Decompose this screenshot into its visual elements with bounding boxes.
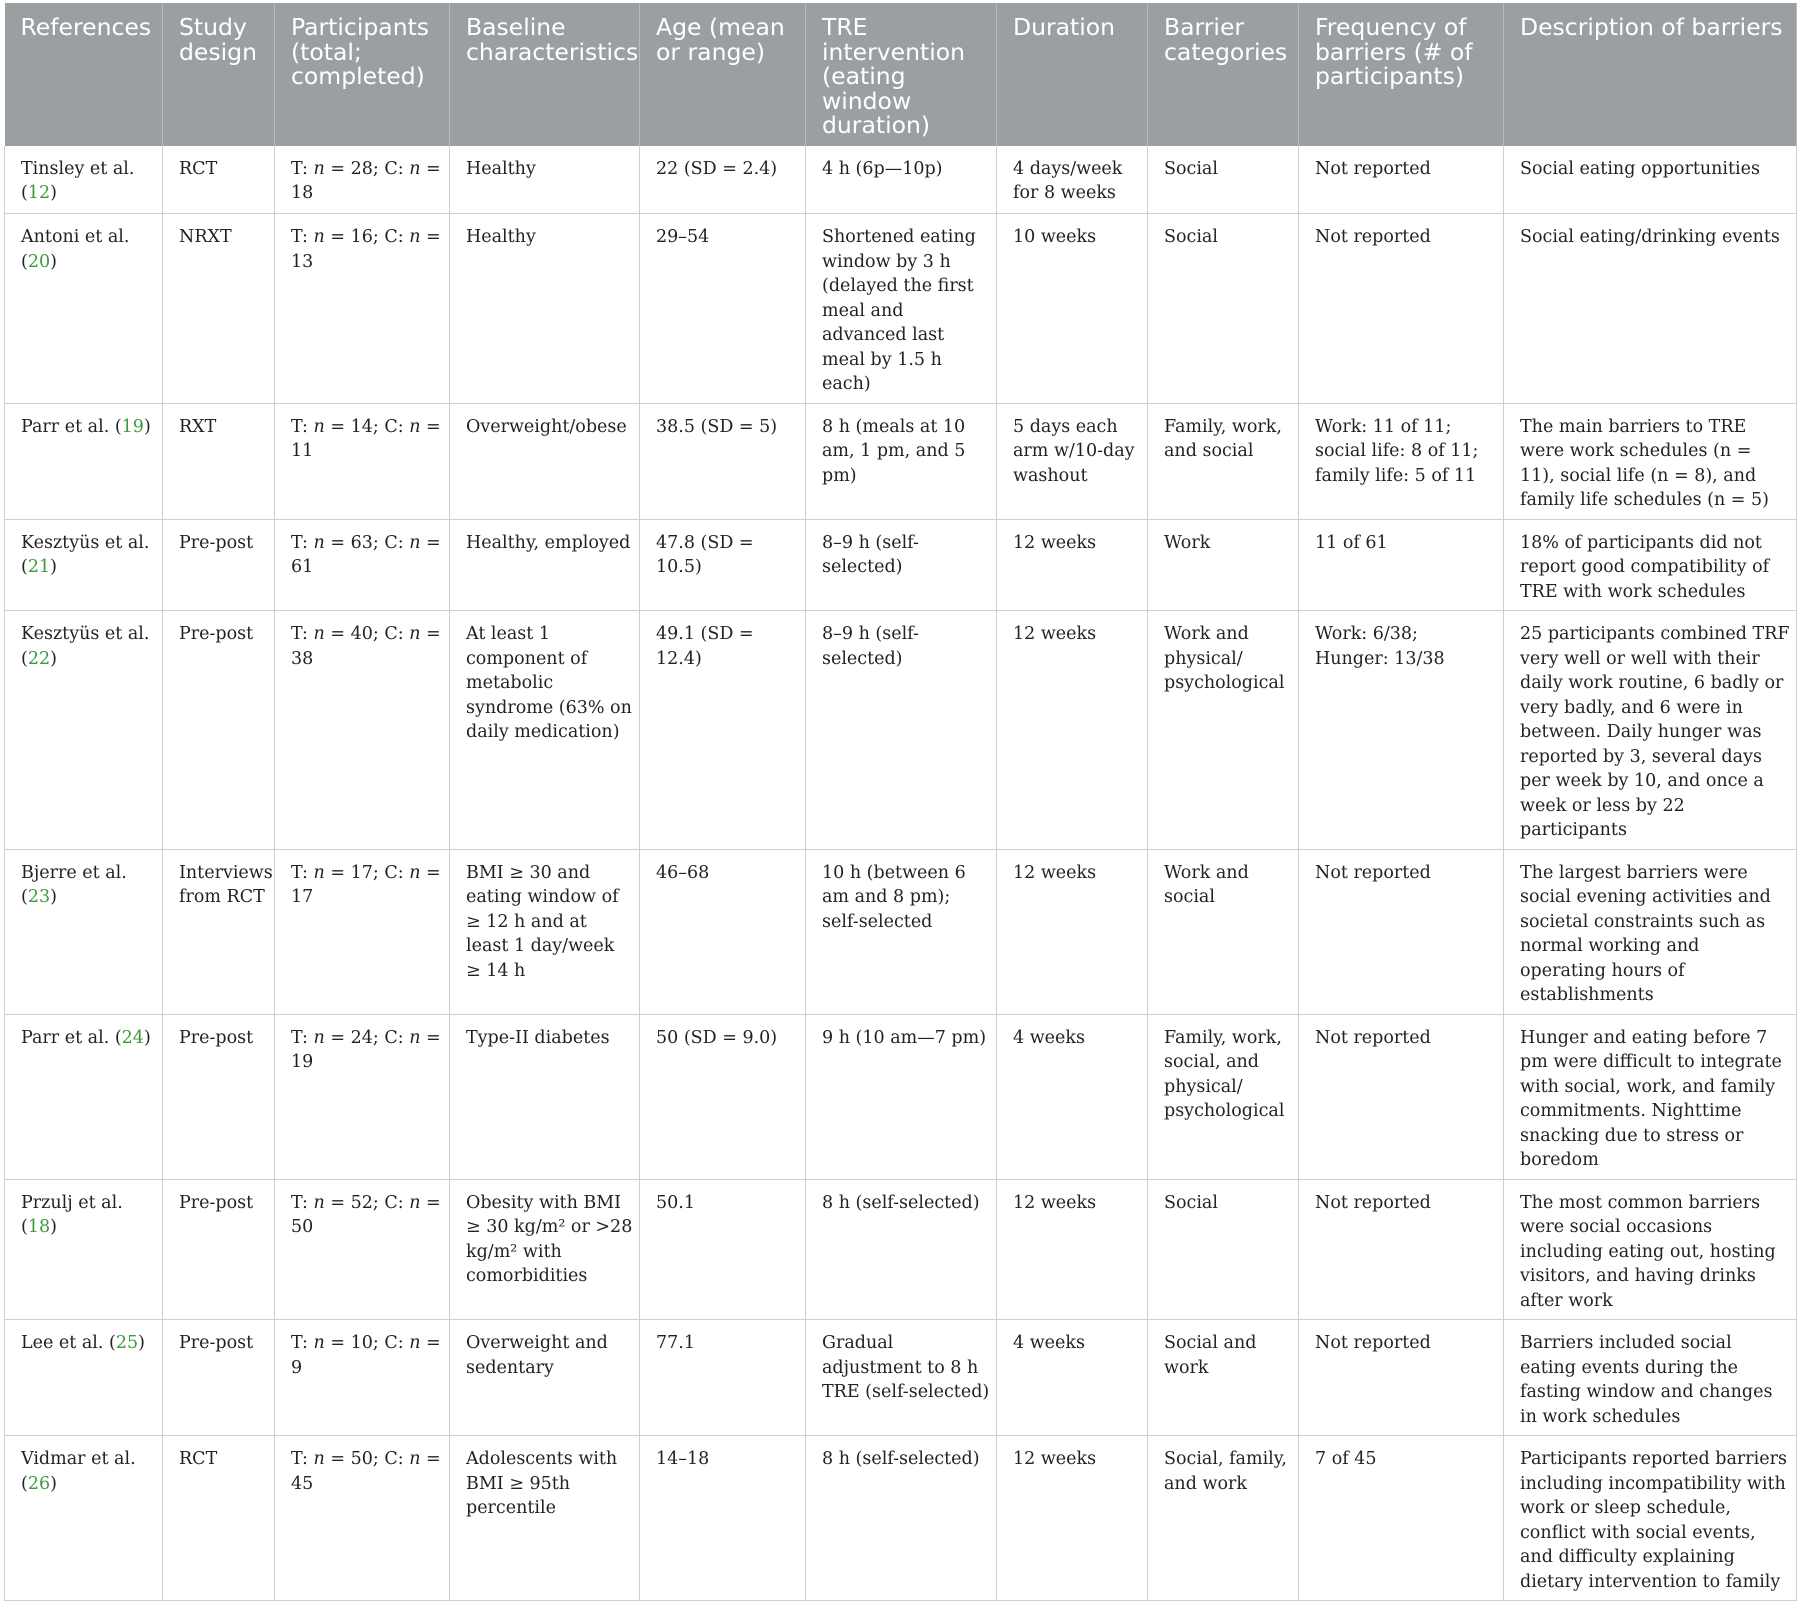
n-symbol: n [409,1449,421,1469]
n-symbol: n [409,416,421,437]
cell-baseline: Overweight and sedentary [450,1320,640,1436]
cell-study-design: RCT [163,146,275,214]
reference-author: Tinsley et al. [21,158,135,179]
n-symbol: n [409,227,421,247]
cell-frequency: Not reported [1299,1014,1504,1179]
control-count: 61 [291,557,314,577]
cell-tre-intervention: 8 h (meals at 10 am, 1 pm, and 5 pm) [806,403,997,519]
control-count: 17 [291,887,314,907]
table-row [5,849,1797,1014]
control-count: 38 [291,648,314,669]
table-row [5,1179,1797,1320]
cell-reference: Vidmar et al. (26) [5,1436,163,1601]
cell-tre-intervention: 8 h (self-selected) [806,1436,997,1601]
header-barrier-categories: Barrier categories [1148,3,1299,146]
header-references: References [5,3,163,146]
cell-baseline: Healthy [450,146,640,214]
cell-frequency: Not reported [1299,849,1504,1014]
cell-baseline: Adolescents with BMI ≥ 95th percentile [450,1436,640,1601]
cell-age: 50.1 [640,1179,806,1320]
reference-author: Antoni et al. [21,227,130,247]
n-symbol: n [313,1449,325,1469]
cell-tre-intervention: Gradual adjustment to 8 h TRE (self-selected) [806,1320,997,1436]
cell-description: Participants reported barriers including incompatibility with work or sleep schedule, conflict with social events, and difficulty explaining dietary intervention to family [1504,1436,1797,1601]
treatment-count: 10 [350,1333,373,1353]
treatment-count: 52 [350,1192,373,1213]
cell-study-design: Pre-post [163,611,275,850]
cell-barrier-categories: Family, work, and social [1148,403,1299,519]
cell-description: Barriers included social eating events during the fasting window and changes in work schedules [1504,1320,1797,1436]
table-body [5,146,1797,1601]
control-count: 18 [291,183,314,203]
cell-age: 14–18 [640,1436,806,1601]
n-symbol: n [409,1192,421,1213]
reference-number: 23 [27,887,51,907]
cell-barrier-categories: Social and work [1148,1320,1299,1436]
n-symbol: n [313,227,325,247]
control-count: 19 [291,1052,314,1072]
cell-duration: 12 weeks [997,849,1148,1014]
cell-description: 18% of participants did not report good compatibility of TRE with work schedules [1504,519,1797,611]
cell-age: 46–68 [640,849,806,1014]
cell-age: 50 (SD = 9.0) [640,1014,806,1179]
n-symbol: n [313,624,325,644]
reference-author: Kesztyüs et al. [21,532,150,553]
cell-participants: T: n = 10; C: n = 9 [275,1320,450,1436]
cell-study-design: Pre-post [163,1014,275,1179]
treatment-count: 28 [350,158,373,179]
cell-barrier-categories: Family, work, social, and physical/ psychological [1148,1014,1299,1179]
cell-reference: Przulj et al. (18) [5,1179,163,1320]
cell-tre-intervention: 8 h (self-selected) [806,1179,997,1320]
cell-tre-intervention: 10 h (between 6 am and 8 pm); self-selected [806,849,997,1014]
cell-age: 49.1 (SD = 12.4) [640,611,806,850]
cell-description: Social eating opportunities [1504,146,1797,214]
cell-description: 25 participants combined TRF very well or well with their daily work routine, 6 badly or very badly, and 6 were in between. Daily hunger was reported by 3, several days per week by 10, and once a week or less by 22 participants [1504,611,1797,850]
cell-tre-intervention: 4 h (6p—10p) [806,146,997,214]
treatment-count: 40 [350,624,373,644]
table-row [5,1014,1797,1179]
cell-barrier-categories: Social [1148,214,1299,404]
cell-reference: Antoni et al. (20) [5,214,163,404]
n-symbol: n [313,1192,325,1213]
cell-participants: T: n = 50; C: n = 45 [275,1436,450,1601]
n-symbol: n [313,862,325,883]
n-symbol: n [313,1333,325,1353]
cell-age: 77.1 [640,1320,806,1436]
cell-duration: 10 weeks [997,214,1148,404]
cell-reference: Kesztyüs et al. (22) [5,611,163,850]
cell-reference: Parr et al. (24) [5,1014,163,1179]
cell-duration: 5 days each arm w/10-day washout [997,403,1148,519]
n-symbol: n [313,158,325,179]
cell-tre-intervention: Shortened eating window by 3 h (delayed the first meal and advanced last meal by 1.5 h each) [806,214,997,404]
reference-number: 18 [27,1217,51,1237]
cell-baseline: BMI ≥ 30 and eating window of ≥ 12 h and at least 1 day/week ≥ 14 h [450,849,640,1014]
reference-author: Parr et al. [21,1027,110,1048]
cell-frequency: Work: 6/38; Hunger: 13/38 [1299,611,1504,850]
cell-participants: T: n = 63; C: n = 61 [275,519,450,611]
header-frequency: Frequency of barriers (# of participants) [1299,3,1504,146]
cell-description: The largest barriers were social evening activities and societal constraints such as normal working and operating hours of establishments [1504,849,1797,1014]
table-row [5,403,1797,519]
cell-participants: T: n = 17; C: n = 17 [275,849,450,1014]
n-symbol: n [409,158,421,179]
n-symbol: n [409,532,421,553]
cell-duration: 4 weeks [997,1014,1148,1179]
cell-participants: T: n = 16; C: n = 13 [275,214,450,404]
cell-age: 29–54 [640,214,806,404]
n-symbol: n [409,1027,421,1048]
reference-author: Vidmar et al. [21,1449,136,1469]
n-symbol: n [409,1333,421,1353]
cell-reference: Kesztyüs et al. (21) [5,519,163,611]
control-count: 9 [291,1357,303,1378]
reference-author: Kesztyüs et al. [21,624,150,644]
cell-duration: 12 weeks [997,611,1148,850]
reference-number: 19 [121,416,144,437]
cell-age: 38.5 (SD = 5) [640,403,806,519]
cell-study-design: Interviews from RCT [163,849,275,1014]
cell-study-design: RCT [163,1436,275,1601]
n-symbol: n [313,1027,325,1048]
cell-age: 22 (SD = 2.4) [640,146,806,214]
control-count: 13 [291,251,314,272]
table-row [5,1320,1797,1436]
cell-barrier-categories: Work and social [1148,849,1299,1014]
reference-author: Bjerre et al. [21,862,127,883]
cell-reference: Tinsley et al. (12) [5,146,163,214]
cell-study-design: RXT [163,403,275,519]
cell-participants: T: n = 52; C: n = 50 [275,1179,450,1320]
treatment-count: 14 [350,416,373,437]
barriers-table [4,3,1797,1601]
table-row [5,611,1797,850]
cell-study-design: Pre-post [163,1320,275,1436]
cell-age: 47.8 (SD = 10.5) [640,519,806,611]
cell-description: Hunger and eating before 7 pm were difficult to integrate with social, work, and family commitments. Nighttime snacking due to stress or boredom [1504,1014,1797,1179]
control-count: 45 [291,1473,314,1494]
cell-frequency: 7 of 45 [1299,1436,1504,1601]
reference-number: 12 [27,183,51,203]
cell-barrier-categories: Social, family, and work [1148,1436,1299,1601]
n-symbol: n [409,862,421,883]
cell-reference: Bjerre et al. (23) [5,849,163,1014]
control-count: 50 [291,1217,314,1237]
cell-participants: T: n = 40; C: n = 38 [275,611,450,850]
treatment-count: 16 [350,227,373,247]
cell-frequency: Not reported [1299,1179,1504,1320]
cell-baseline: Obesity with BMI ≥ 30 kg/m² or >28 kg/m² with comorbidities [450,1179,640,1320]
cell-description: The most common barriers were social occasions including eating out, hosting visitors, and having drinks after work [1504,1179,1797,1320]
table-row [5,1436,1797,1601]
cell-baseline: Type-II diabetes [450,1014,640,1179]
cell-duration: 12 weeks [997,519,1148,611]
cell-participants: T: n = 28; C: n = 18 [275,146,450,214]
cell-duration: 12 weeks [997,1436,1148,1601]
cell-description: The main barriers to TRE were work schedules (n = 11), social life (n = 8), and family life schedules (n = 5) [1504,403,1797,519]
cell-study-design: Pre-post [163,519,275,611]
cell-frequency: Not reported [1299,1320,1504,1436]
cell-baseline: Healthy [450,214,640,404]
header-baseline: Baseline characteristics [450,3,640,146]
cell-frequency: 11 of 61 [1299,519,1504,611]
header-tre-intervention: TRE intervention (eating window duration) [806,3,997,146]
cell-duration: 12 weeks [997,1179,1148,1320]
reference-number: 20 [27,251,51,272]
treatment-count: 17 [350,862,373,883]
n-symbol: n [409,624,421,644]
cell-frequency: Not reported [1299,146,1504,214]
cell-baseline: Overweight/obese [450,403,640,519]
cell-participants: T: n = 14; C: n = 11 [275,403,450,519]
header-duration: Duration [997,3,1148,146]
reference-number: 22 [27,648,51,669]
cell-description: Social eating/drinking events [1504,214,1797,404]
table-row [5,519,1797,611]
cell-study-design: Pre-post [163,1179,275,1320]
cell-frequency: Work: 11 of 11; social life: 8 of 11; family life: 5 of 11 [1299,403,1504,519]
cell-reference: Parr et al. (19) [5,403,163,519]
cell-reference: Lee et al. (25) [5,1320,163,1436]
cell-barrier-categories: Work [1148,519,1299,611]
reference-author: Parr et al. [21,416,110,437]
treatment-count: 63 [350,532,373,553]
n-symbol: n [313,532,325,553]
reference-number: 25 [115,1333,139,1353]
cell-duration: 4 weeks [997,1320,1148,1436]
cell-baseline: Healthy, employed [450,519,640,611]
n-symbol: n [313,416,325,437]
cell-barrier-categories: Work and physical/ psychological [1148,611,1299,850]
cell-study-design: NRXT [163,214,275,404]
treatment-count: 50 [350,1449,373,1469]
header-study-design: Study design [163,3,275,146]
cell-barrier-categories: Social [1148,1179,1299,1320]
treatment-count: 24 [350,1027,373,1048]
cell-tre-intervention: 8–9 h (self-selected) [806,611,997,850]
reference-number: 21 [27,557,51,577]
cell-participants: T: n = 24; C: n = 19 [275,1014,450,1179]
cell-barrier-categories: Social [1148,146,1299,214]
header-description: Description of barriers [1504,3,1797,146]
header-participants: Participants (total; completed) [275,3,450,146]
cell-frequency: Not reported [1299,214,1504,404]
reference-author: Przulj et al. [21,1192,123,1213]
header-row [5,3,1797,146]
table-row [5,146,1797,214]
reference-number: 26 [27,1473,51,1494]
table-row [5,214,1797,404]
cell-tre-intervention: 8–9 h (self-selected) [806,519,997,611]
control-count: 11 [291,441,314,461]
cell-baseline: At least 1 component of metabolic syndrome (63% on daily medication) [450,611,640,850]
header-age: Age (mean or range) [640,3,806,146]
reference-author: Lee et al. [21,1333,104,1353]
cell-duration: 4 days/week for 8 weeks [997,146,1148,214]
cell-tre-intervention: 9 h (10 am—7 pm) [806,1014,997,1179]
reference-number: 24 [121,1027,144,1048]
